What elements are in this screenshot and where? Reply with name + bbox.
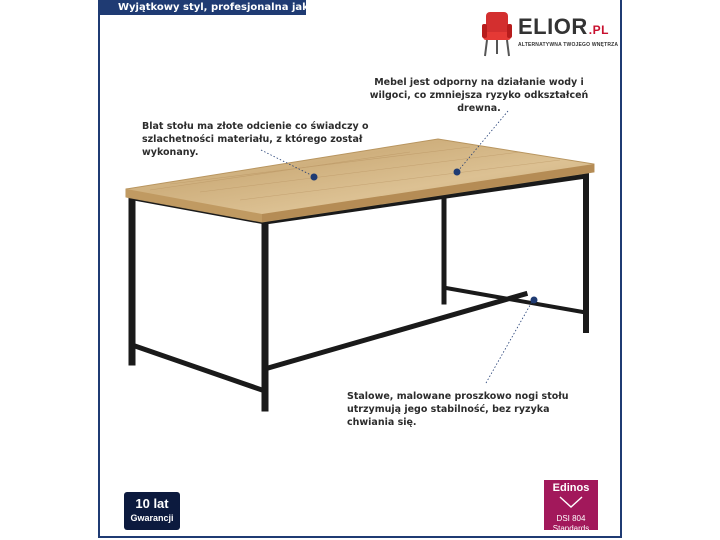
brand-subtitle: ALTERNATYWNA TWOJEGO WNĘTRZA (518, 42, 619, 48)
callout-tabletop: Blat stołu ma złote odcienie co świadczy o szlachetności materiału, z którego został wykonany. (142, 121, 369, 158)
callout-moisture: Mebel jest odporny na działanie wody i wilgoci, co zmniejsza ryzyko odkształceń drewna. (369, 77, 589, 114)
chevron-mark-icon (556, 495, 586, 509)
warranty-label: Gwarancji (130, 513, 174, 523)
tagline-banner: Wyjątkowy styl, profesjonalna jakość! (100, 0, 306, 15)
edinos-badge (544, 480, 598, 533)
edinos-title: Edinos (552, 482, 590, 494)
edinos-code: DSI 804 (556, 514, 586, 523)
warranty-years: 10 lat (135, 496, 169, 511)
warranty-badge (124, 492, 180, 530)
edinos-label: Standards (552, 524, 590, 533)
callout-legs: Stalowe, malowane proszkowo nogi stołu utrzymują jego stabilność, bez ryzyka chwiania się. (347, 391, 569, 428)
brand-name: ELIOR.PL (518, 14, 609, 39)
